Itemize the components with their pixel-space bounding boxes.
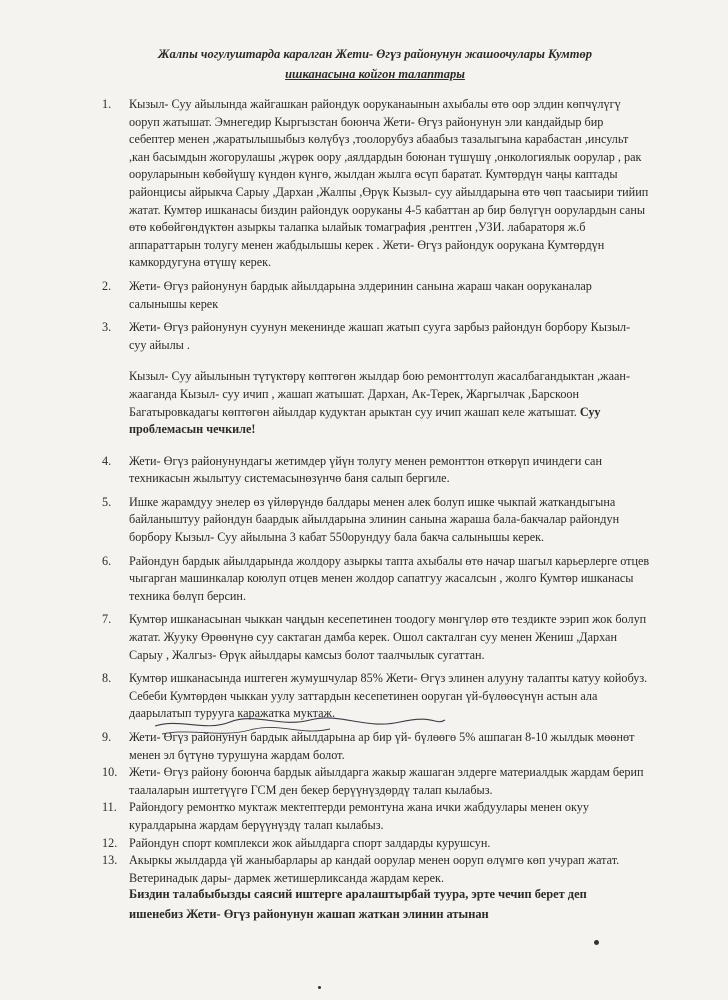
water-paragraph-bold: Суу проблемасын чечкиле! [129, 404, 601, 437]
ink-dot [318, 986, 321, 989]
list-item [102, 553, 650, 606]
list-item [102, 852, 650, 887]
item-text: Райондун спорт комплекси жок айылдарга спорт залдарды курушсун. [129, 835, 491, 850]
item-number: 5. [102, 494, 112, 509]
list-item [102, 611, 650, 664]
item-text: Кызыл- Суу айылында жайгашкан райондук ооруканаынын ахыбалы өтө оор элдин көпчүлүгү ооруп жатышат. Эмнегедир Кыргызстан боюнча Жети- Өгүз районунун эли кандайдыр бир себептер менен ,жаратылышыбыз көлүбүз ,тоолорубуз абаабыз тазалыгына карабастан ,инсульт ,кан басымдын жогорулашы ,жүрөк оору ,аялдардын боюнан түшүшү ,онкологиялык оорулар , рак ооруларынын көбөйүшү күндөн күнгө, жылдан жылга өсүп баратат. Кумтөрдүн чаңы каптады районцисы айрыкча Сарыу ,Дархан ,Жалпы ,Өрүк Кызыл- суу айылдарына өтө чөп таасыири тийип жатат. Кумтөр ишканасы биздин райондук ооруканы 4-5 кабаттан ар бир бөлүгүн оорулардын саны өтө көбөйгөндүктөн азыркы талапка ылайык томаграфия ,рентген ,УЗИ. лабараторя ж.б аппараттарын толугу менен жабдылышы керек . Жети- Өгүз райондук оорукана Кумтөрдүн камкордугуна өтүшү керек. [129, 97, 649, 270]
closing-statement: Биздин талабыбызды саясий иштерге аралаштырбай туура, эрте чечип берет деп ишенебиз Жети- Өгүз районунун жашап жаткан элинин атынан [129, 887, 587, 921]
list-item [102, 799, 650, 834]
item-number: 1. [102, 97, 112, 111]
list-item [102, 319, 650, 354]
item-number: 13. [102, 853, 118, 868]
water-paragraph-text: Кызыл- Суу айылынын түтүктөрү көптөгөн жылдар бою ремонттолуп жасалбагандыктан ,жаан- жааганда Кызыл- суу ичип , жашап жатышат. Дархан, Ак-Терек, Жаргылчак ,Барскоон Багатыровкадагы көптөгөн айылдар кудуктан арыктан суу ичип жашап келе жатышат. [129, 369, 630, 419]
item-number: 9. [102, 730, 112, 744]
list-item [102, 835, 650, 853]
water-paragraph [129, 368, 650, 438]
item-number: 4. [102, 453, 112, 468]
item-text: Жети- Өгүз районунун бардык айылдарына элдеринин санына жараш чакан ооруканалар салынышы керек [129, 278, 592, 311]
handwritten-scribble [150, 712, 450, 752]
item-text: Жети- Өгүз районунундагы жетимдер үйүн толугу менен ремонттон өткөрүп ичиндеги сан техникасын жылытуу системасынөзүнчө баня салып бергиле. [129, 453, 602, 486]
list-item [102, 764, 650, 799]
demands-list [102, 96, 650, 887]
item-number: 2. [102, 278, 112, 293]
list-item [102, 96, 650, 272]
item-number: 11. [102, 800, 117, 815]
document-title [95, 44, 655, 84]
item-number: 3. [102, 320, 112, 335]
item-text: Жети- Өгүз району боюнча бардык айылдарга жакыр жашаган элдерге материалдык жардам берип таалаларын иштетүүгө ГСМ ден бекер берүүнүздөрдү талап кылабыз. [129, 765, 644, 797]
item-number: 12. [102, 835, 118, 850]
item-text: Жети- Өгүз районунун бардык айылдарына ар бир үй- бүлөөгө 5% ашпаган 8-10 жылдык мөөнөт менен эл бүтүнө турушуна жардам болот. [129, 730, 635, 762]
list-item [102, 494, 650, 547]
item-number: 10. [102, 765, 118, 780]
item-text: Акыркы жылдарда үй жаныбарлары ар кандай оорулар менен ооруп өлүмгө көп учурап жатат. Ветеринадык дары- дармек жетишерликсанда жардам керек. [129, 853, 620, 885]
title-line-2: ишканасына койгон талаптары [285, 67, 465, 81]
title-line-1: Жалпы чогулуштарда каралган Жети- Өгүз районунун жашоочулары Кумтөр [158, 47, 592, 61]
item-text: Кумтөр ишканасынан чыккан чаңдын кесепетинен тоодогу мөнгүлөр өтө тездикте ээрип жок болуп жатат. Жууку Өрөөнүнө суу сактаган дамба керек. Ошол сакталган суу менен Жениш ,Дархан Сарыу , Жалгыз- Өрүк айылдары камсыз болот таалчылык сугаттан. [129, 612, 647, 662]
item-text: Ишке жарамдуу энелер өз үйлөрүндө балдары менен алек болуп ишке чыкпай жаткандыгына байланыштуу райондун баардык айылдарына элинин санына жараша бала-бакчалар райондун борбору Кызыл- Суу айылына 3 кабат 550орундуу бала бакча салынышы керек. [129, 494, 620, 545]
item-number: 8. [102, 671, 112, 686]
list-item [102, 278, 650, 313]
item-text: Райондогу ремонтко муктаж мектептерди ремонтуна жана ички жабдуулары менен окуу куралдарына жардам берүүнүздү талап кылабыз. [129, 800, 589, 832]
ink-dot [594, 940, 599, 945]
item-text: Райондун бардык айылдарында жолдору азыркы тапта ахыбалы өтө начар шагыл карьерлерге отцев чыгарган машинкалар коюлуп отцев менен жолдор сапатгуу жасалсын , жолго Кумтөр ишканасы техника бөлүп берсин. [129, 553, 650, 603]
item-text: Жети- Өгүз районунун суунун мекенинде жашап жатып сууга зарбыз райондун борбору Кызыл- суу айылы . [129, 320, 631, 352]
item-number: 7. [102, 612, 112, 627]
item-text: Кумтөр ишканасында иштеген жумушчулар 85% Жети- Өгүз элинен алууну талапты катуу койобуз. Себеби Кумтөрдөн чыккан уулу заттардын кесепетинен ооруган үй-бүлөөсүнүн астын ала даарылатып турууга каражатка муктаж. [129, 671, 648, 721]
item-number: 6. [102, 553, 112, 568]
list-item [102, 453, 650, 488]
